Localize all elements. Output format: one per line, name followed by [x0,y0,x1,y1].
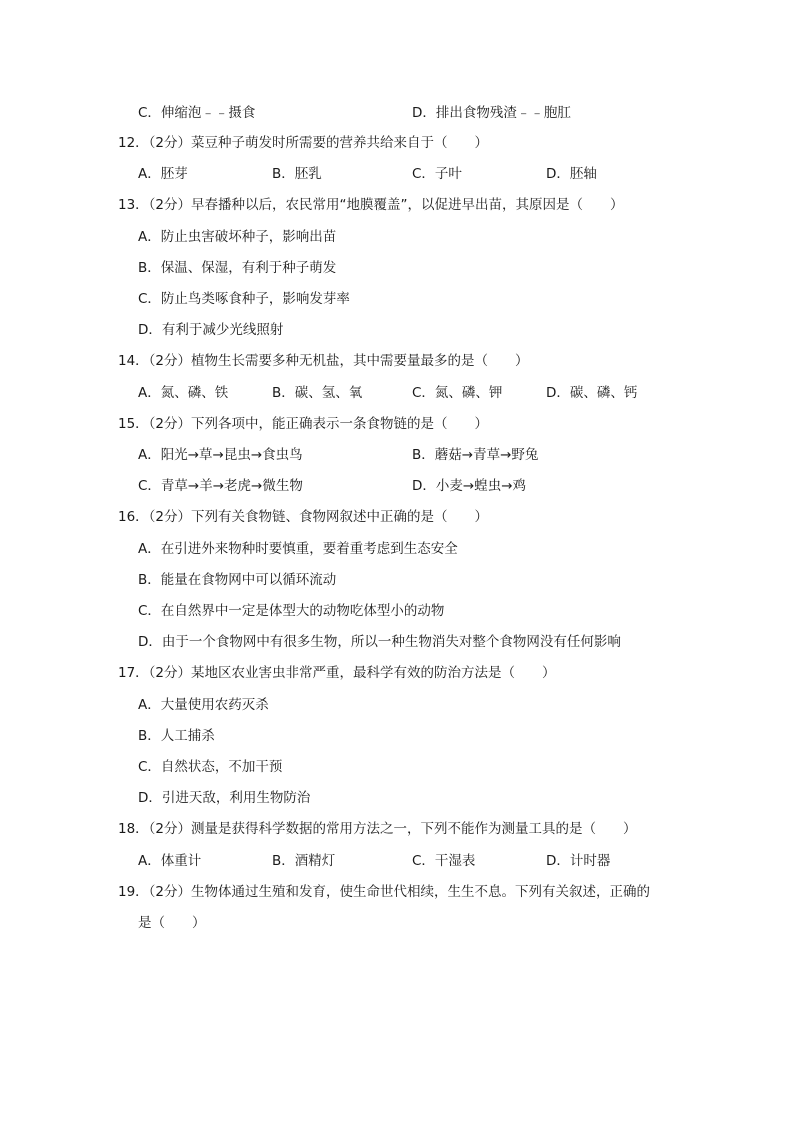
q17-option-a: A．大量使用农药灭杀 [138,697,269,713]
q15-option-c: C．青草→羊→老虎→微生物 [138,478,303,494]
q13-option-a: A．防止虫害破坏种子，影响出苗 [138,229,337,245]
q14-option-d: D．碳、磷、钙 [546,385,638,401]
q18-option-d: D．计时器 [546,853,611,869]
q11-option-d: D．排出食物残渣﹣﹣胞肛 [412,105,571,121]
q15-option-d: D．小麦→蝗虫→鸡 [412,478,527,494]
q13-stem: 13．（2分）早春播种以后，农民常用“地膜覆盖”，以促进早出苗，其原因是（ ） [118,197,624,213]
q16-stem: 16．（2分）下列有关食物链、食物网叙述中正确的是（ ） [118,509,489,525]
q14-option-b: B．碳、氢、氧 [272,385,363,401]
q15-option-b: B．蘑菇→青草→野兔 [412,447,539,463]
q14-stem: 14．（2分）植物生长需要多种无机盐，其中需要量最多的是（ ） [118,353,529,369]
q13-option-c: C．防止鸟类啄食种子，影响发芽率 [138,291,350,307]
q16-option-d: D．由于一个食物网中有很多生物，所以一种生物消失对整个食物网没有任何影响 [138,634,621,650]
q11-option-c: C．伸缩泡﹣﹣摄食 [138,105,256,121]
q14-option-a: A．氮、磷、铁 [138,385,229,401]
q12-option-a: A．胚芽 [138,166,188,182]
q15-stem: 15．（2分）下列各项中，能正确表示一条食物链的是（ ） [118,416,489,432]
q15-option-a: A．阳光→草→昆虫→食虫鸟 [138,447,303,463]
q19-stem-line2: 是（ ） [138,915,206,931]
q13-option-b: B．保温、保湿，有利于种子萌发 [138,260,337,276]
q18-option-b: B．酒精灯 [272,853,336,869]
q16-option-c: C．在自然界中一定是体型大的动物吃体型小的动物 [138,603,445,619]
q12-stem: 12．（2分）菜豆种子萌发时所需要的营养共给来自于（ ） [118,135,489,151]
q14-option-c: C．氮、磷、钾 [412,385,503,401]
q17-option-b: B．人工捕杀 [138,728,215,744]
q18-option-a: A．体重计 [138,853,202,869]
q12-option-b: B．胚乳 [272,166,322,182]
q18-stem: 18．（2分）测量是获得科学数据的常用方法之一，下列不能作为测量工具的是（ ） [118,821,637,837]
q12-option-d: D．胚轴 [546,166,597,182]
q19-stem-line1: 19．（2分）生物体通过生殖和发育，使生命世代相续，生生不息。下列有关叙述，正确的 [118,884,651,900]
q12-option-c: C．子叶 [412,166,462,182]
q18-option-c: C．干湿表 [412,853,476,869]
q17-option-d: D．引进天敌，利用生物防治 [138,790,311,806]
q16-option-a: A．在引进外来物种时要慎重，要着重考虑到生态安全 [138,541,458,557]
q16-option-b: B．能量在食物网中可以循环流动 [138,572,337,588]
q17-stem: 17．（2分）某地区农业害虫非常严重，最科学有效的防治方法是（ ） [118,665,556,681]
q13-option-d: D．有利于减少光线照射 [138,322,284,338]
q17-option-c: C．自然状态，不加干预 [138,759,283,775]
